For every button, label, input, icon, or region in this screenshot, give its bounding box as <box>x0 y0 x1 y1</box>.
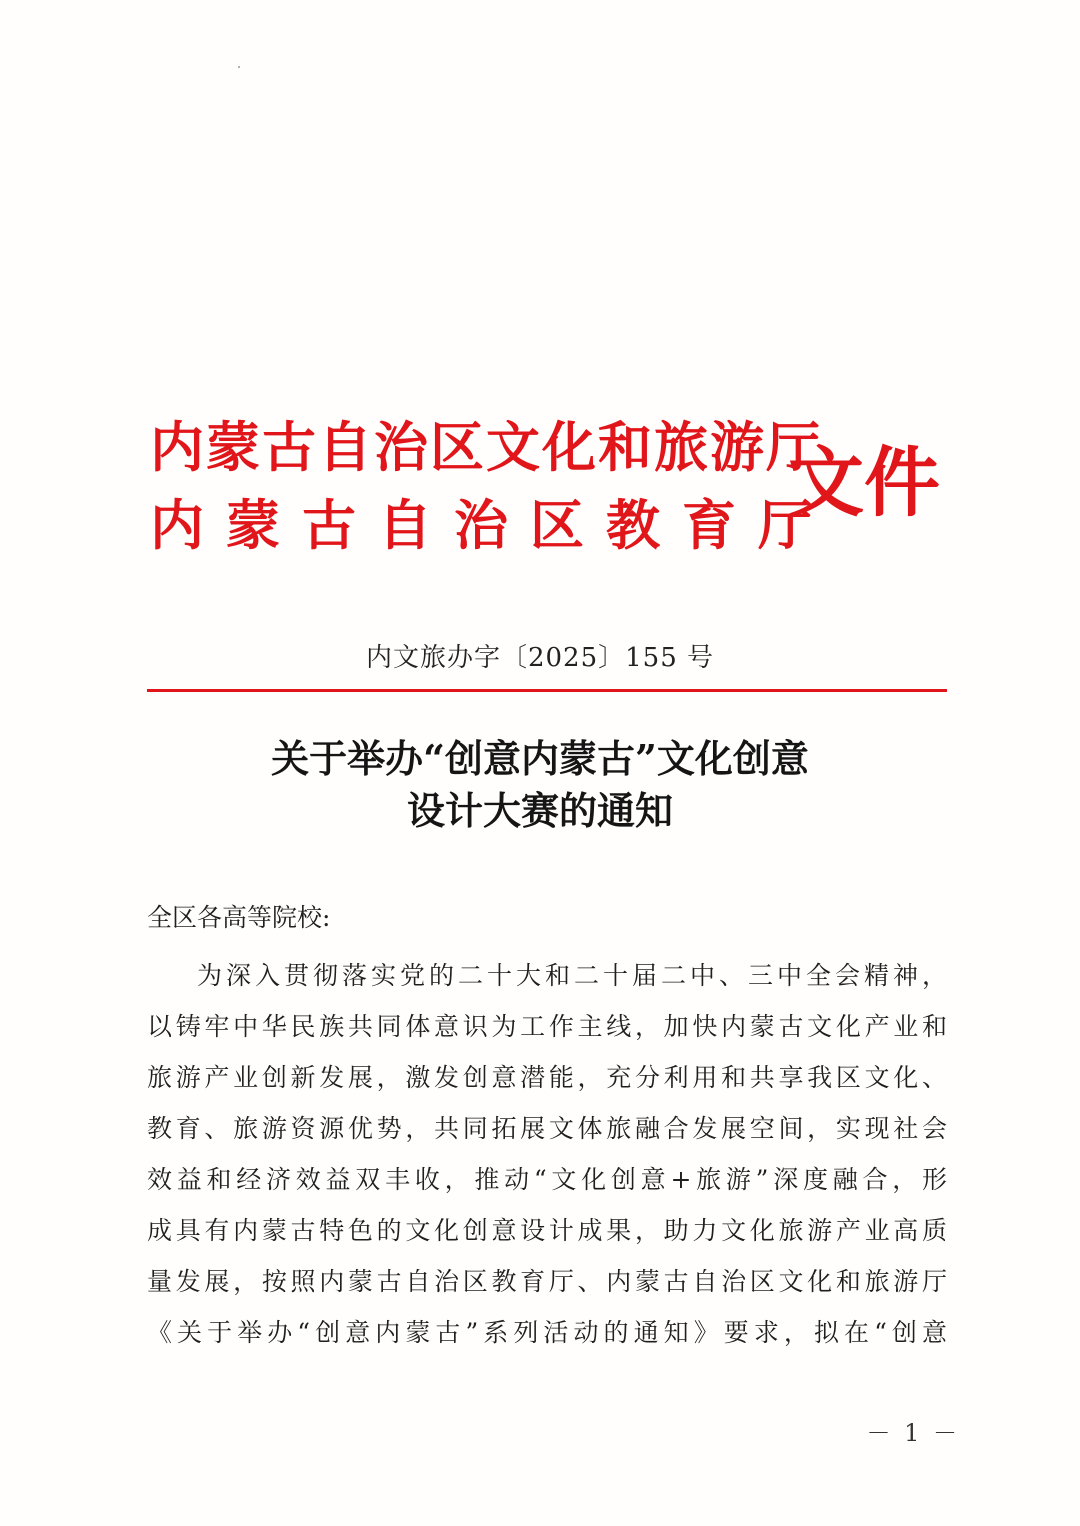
page-number: － 1 － <box>866 1419 960 1447</box>
red-divider <box>147 689 947 692</box>
body-paragraph <box>147 950 947 1358</box>
document-type-label: 文件 <box>788 438 940 527</box>
body-line: 为深入贯彻落实党的二十大和二十届二中、三中全会精神， <box>197 961 947 990</box>
body-line: 《关于举办“创意内蒙古”系列活动的通知》要求，拟在“创意 <box>147 1318 947 1347</box>
body-line: 成具有内蒙古特色的文化创意设计成果，助力文化旅游产业高质 <box>147 1216 947 1245</box>
document-number: 内文旅办字〔2025〕155 号 <box>365 643 715 673</box>
title-line-2: 设计大赛的通知 <box>406 788 673 833</box>
body-line: 以铸牢中华民族共同体意识为工作主线，加快内蒙古文化产业和 <box>147 1012 947 1041</box>
body-line: 教育、旅游资源优势，共同拓展文体旅融合发展空间，实现社会 <box>147 1114 947 1143</box>
body-line: 旅游产业创新发展，激发创意潜能，充分利用和共享我区文化、 <box>147 1063 947 1092</box>
salutation: 全区各高等院校: <box>147 903 331 932</box>
issuer-line-culture-tourism: 内蒙古自治区文化和旅游厅 <box>150 415 822 479</box>
body-line: 量发展，按照内蒙古自治区教育厅、内蒙古自治区文化和旅游厅 <box>147 1267 947 1296</box>
body-line: 效益和经济效益双丰收，推动“文化创意+旅游”深度融合，形 <box>147 1165 947 1194</box>
document-header <box>150 408 950 558</box>
scan-speck <box>238 66 240 68</box>
document-title <box>0 733 1080 837</box>
title-line-1: 关于举办“创意内蒙古”文化创意 <box>271 736 809 781</box>
issuer-line-education: 内蒙古自治区教育厅 <box>150 493 834 557</box>
